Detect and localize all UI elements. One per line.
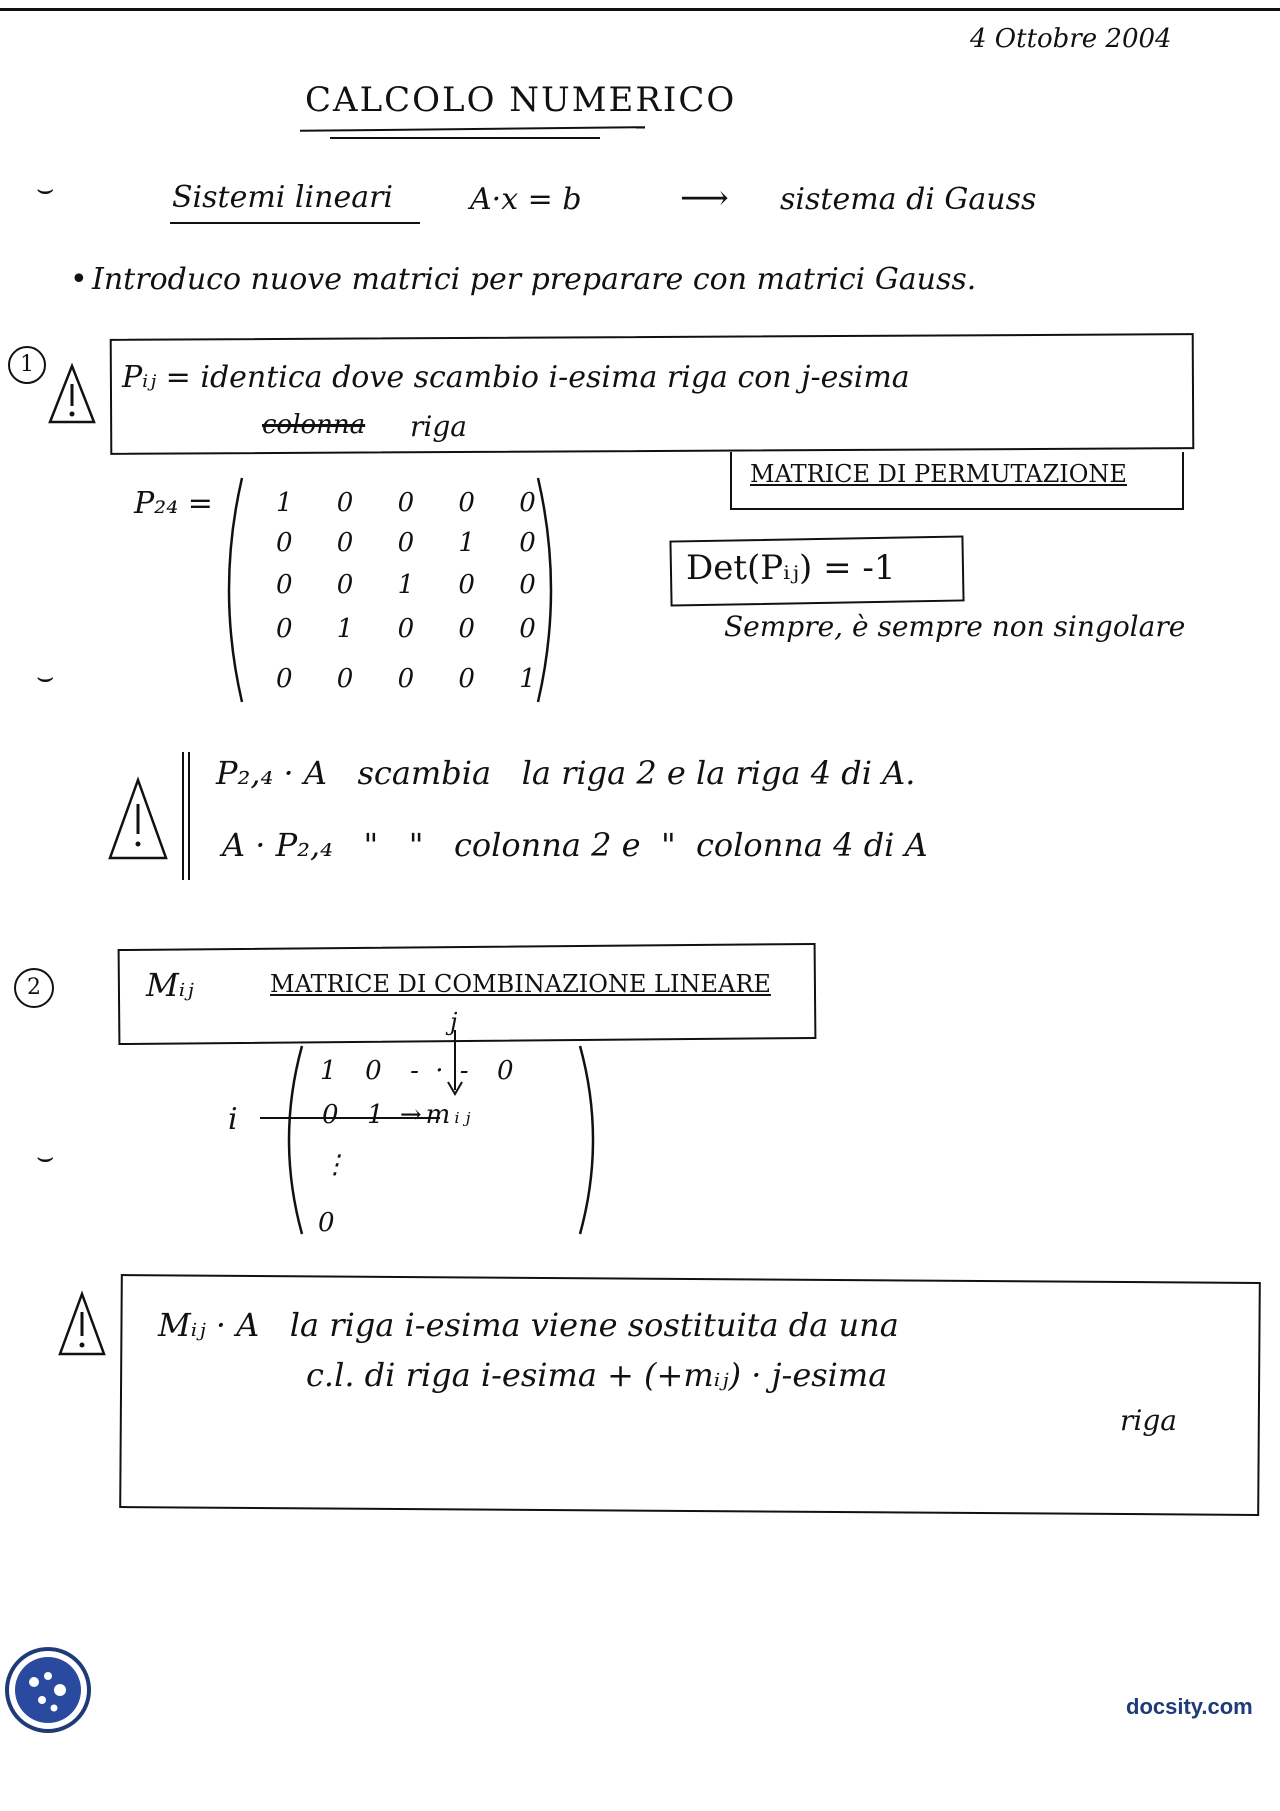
matrix-row: 0 1 →mᵢⱼ [322, 1100, 475, 1130]
matrix-row: 1 0 0 0 0 [276, 488, 540, 518]
arrow-icon: ⟶ [680, 178, 729, 218]
warning-icon [106, 774, 170, 864]
matrix-row: 0 0 0 1 0 [276, 528, 540, 558]
warning-bar [188, 752, 190, 880]
margin-mark: ⌣ [36, 660, 55, 693]
gauss-target: sistema di Gauss [780, 182, 1037, 217]
section-number-badge [8, 346, 46, 384]
equation: A·x = b [470, 182, 582, 217]
definition-struck: colonna [262, 410, 366, 440]
top-border [0, 8, 1280, 11]
warning-bar [182, 752, 184, 880]
margin-mark: ⌣ [36, 1140, 55, 1173]
title-underline-2 [330, 137, 600, 139]
determinant-note: Sempre, è sempre non singolare [724, 610, 1186, 643]
column-label: j [450, 1008, 458, 1036]
combination-name: Mᵢⱼ [146, 966, 194, 1004]
matrix-row: 1 0 - · - 0 [320, 1056, 518, 1086]
brand-text[interactable]: docsity.com [1126, 1694, 1253, 1719]
intro-text: Introduco nuove matrici per preparare con matrici Gauss. [92, 262, 977, 297]
matrix-row: 0 [318, 1208, 339, 1238]
combination-label: MATRICE DI COMBINAZIONE LINEARE [270, 970, 771, 998]
definition-line-1: Pᵢⱼ = identica dove scambio i-esima riga con j-esima [122, 360, 910, 395]
title-underline [300, 126, 645, 132]
matrix-row: 0 0 0 0 1 [276, 664, 540, 694]
date: 4 Ottobre 2004 [970, 24, 1172, 54]
warning-line-2: A · P₂,₄ " " colonna 2 e " colonna 4 di A [222, 826, 928, 864]
matrix-row-dots: ⋮ [322, 1150, 352, 1180]
row-label: i [228, 1102, 238, 1137]
margin-mark: ⌣ [36, 172, 55, 205]
page-title: CALCOLO NUMERICO [305, 80, 737, 120]
matrix-name: P₂₄ = [134, 486, 213, 521]
warning-icon [46, 362, 98, 428]
permutation-label: MATRICE DI PERMUTAZIONE [750, 460, 1127, 488]
note-line-2: c.l. di riga i-esima + (+mᵢⱼ) · j-esima [306, 1356, 888, 1394]
determinant: Det(Pᵢⱼ) = -1 [686, 548, 896, 588]
section-number: 2 [27, 975, 41, 1000]
note-line-1: Mᵢⱼ · A la riga i-esima viene sostituita da una [158, 1306, 899, 1344]
topic-underline [170, 222, 420, 224]
bullet-dot: • [70, 262, 88, 297]
warning-line-1: P₂,₄ · A scambia la riga 2 e la riga 4 di A. [216, 754, 916, 792]
definition-line-2: riga [410, 410, 467, 443]
matrix-row: 0 0 1 0 0 [276, 570, 540, 600]
note-line-3: riga [1120, 1404, 1177, 1437]
warning-icon [56, 1290, 108, 1360]
section-number-badge [14, 968, 54, 1008]
docsity-logo-icon [4, 1646, 92, 1734]
topic: Sistemi lineari [172, 180, 394, 215]
matrix-row: 0 1 0 0 0 [276, 614, 540, 644]
section-number: 1 [20, 352, 34, 377]
